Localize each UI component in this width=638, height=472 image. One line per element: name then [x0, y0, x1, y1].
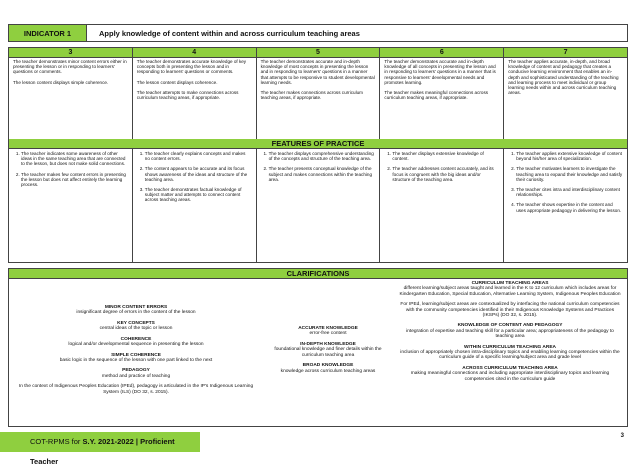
feature-item: 2. The teacher presents conceptual knowledge of the subject and makes connections within the teaching area. — [269, 166, 376, 182]
features-col-5 — [257, 149, 381, 263]
clarification-term: COHERENCE — [120, 336, 152, 342]
clarification-term: WITHIN CURRICULUM TEACHING AREA — [463, 344, 557, 350]
clarification-term: IN-DEPTH KNOWLEDGE — [300, 341, 356, 347]
feature-item: 2. The teacher makes few content errors in presenting the lesson but does not affect entirely the learning process. — [21, 172, 128, 188]
clarifications-box — [8, 268, 628, 427]
clarification-definition: method and practice of teaching — [101, 373, 171, 379]
footer-prefix: COT-RPMS for — [30, 437, 83, 446]
clarification-definition: logical and/or developmental sequence in presenting the lesson — [68, 342, 204, 348]
descriptor-text: The teacher makes connections across curriculum teaching areas, if appropriate. — [260, 90, 363, 101]
clarification-term: PEDAGOGY — [122, 368, 150, 374]
clarification-term: KEY CONCEPTS — [117, 320, 155, 326]
level-descriptor-5 — [257, 58, 381, 140]
clarification-definition: making meaningful connections and including appropriate interdisciplinary topics and learning competencies cited in the curriculum guide — [410, 371, 610, 382]
clarification-definition: insignificant degree of errors in the content of the lesson — [76, 310, 196, 316]
features-title: FEATURES OF PRACTICE — [8, 139, 628, 149]
level-header-4: 4 — [133, 48, 257, 58]
feature-item: 1. The teacher displays comprehensive understanding of the concepts and structure of the teaching area. — [269, 151, 376, 161]
descriptor-text: The teacher attempts to make connections across curriculum teaching areas, if appropriate. — [136, 89, 239, 101]
level-header-5: 5 — [257, 48, 381, 58]
clarifications-title: CLARIFICATIONS — [9, 269, 627, 279]
clarification-definition: central ideas of the topic or lesson — [99, 326, 173, 332]
footer-school-year: S.Y. 2021-2022 | Proficient Teacher — [30, 437, 175, 466]
feature-item: 1. The teacher clearly explains concepts and makes no content errors. — [145, 151, 252, 161]
level-header-7: 7 — [504, 48, 628, 58]
feature-item: 2. The teacher motivates learners to investigate the teaching area to expand their knowledge and satisfy their curiosity. — [516, 166, 623, 182]
feature-item: 1. The teacher applies extensive knowledge of content beyond his/her area of specialization. — [516, 151, 623, 161]
clarifications-col-3 — [397, 279, 623, 426]
clarification-definition: basic logic in the sequence of the lesson with one part linked to the next — [59, 357, 213, 363]
feature-item: 3. The teacher cites intra and interdisciplinary content relationships. — [516, 187, 623, 197]
level-descriptor-7 — [504, 58, 628, 140]
clarifications-col-2 — [265, 279, 391, 426]
descriptor-text: The teacher makes meaningful connections across curriculum teaching areas, if appropriate. — [384, 90, 489, 101]
indicator-number: INDICATOR 1 — [9, 25, 87, 41]
features-col-3 — [9, 149, 133, 263]
features-of-practice — [8, 149, 628, 263]
clarification-definition: different learning/subject areas taught and learned in the K to 12 curriculum which includes areas for Kindergarten Education, Special Education, Alternative Learning System, Indigenous Peoples Education — [399, 286, 621, 297]
descriptor-text: The lesson content displays simple coherence. — [13, 79, 109, 85]
level-descriptor-3 — [9, 58, 133, 140]
indicator-title: Apply knowledge of content within and across curriculum teaching areas — [99, 28, 360, 38]
features-col-6 — [380, 149, 504, 263]
clarification-definition: integration of expertise and teaching skill for a particular area; appropriateness of the pedagogy to teaching area — [406, 328, 614, 340]
feature-item: 4. The teacher shows expertise in the content and uses appropriate pedagogy in delivering the lesson. — [516, 202, 623, 212]
clarification-term: CURRICULUM TEACHING AREAS — [471, 281, 549, 286]
clarification-definition: error-free content — [309, 331, 347, 337]
feature-item: 3. The teacher demonstrates factual knowledge of subject matter and attempts to connect content across teaching areas. — [145, 187, 252, 203]
descriptor-text: The teacher demonstrates accurate and in-depth knowledge of all concepts in presenting the lesson and in responding to learners' questions in a manner that is responsive to learners' developmental needs and promotes learning. — [384, 59, 496, 85]
clarification-term: KNOWLEDGE OF CONTENT AND PEDAGOGY — [457, 323, 563, 329]
feature-item: 2. The content appears to be accurate and its focus shows awareness of the ideas and structure of the teaching area. — [145, 166, 252, 182]
clarifications-col-1 — [13, 279, 259, 426]
level-header-3: 3 — [9, 48, 133, 58]
feature-item: 2. The teacher addresses content accurately, and its focus is congruent with the big ideas and/or structure of the teaching area. — [392, 166, 499, 182]
clarification-definition: inclusion of appropriately chosen intra-disciplinary topics and enabling learning competencies within the curriculum guide of a specific learning/subject area and grade level — [400, 350, 620, 361]
descriptor-text: The teacher demonstrates accurate knowledge of key concepts both in presenting the lesson and in responding to learners' questions or comments. — [136, 59, 247, 75]
clarification-note: In the context of Indigenous Peoples Education (IPEd), pedagogy is articulated in the IP's Indigenous Learning System (ILS) (DO 32, s. 2015). — [18, 384, 254, 395]
clarification-term: BROAD KNOWLEDGE — [302, 363, 354, 369]
features-col-4 — [133, 149, 257, 263]
clarification-note: For IPEd, learning/subject areas are contextualized by interfacing the national curriculum competencies with the community competencies identified in their Indigenous Knowledge Systems and Practices (IKSPs) (DO 32, s. 2015). — [400, 302, 620, 319]
footer-bar — [0, 432, 200, 466]
indicator-header — [8, 24, 628, 42]
descriptor-text: The lesson content displays coherence. — [136, 79, 218, 85]
descriptor-text: The teacher demonstrates accurate and in-depth knowledge of most concepts in presenting the lesson and in responding to learners' questions in a manner that attempts to be responsive to student developmental learning needs. — [260, 59, 375, 85]
clarification-term: ACROSS CURRICULUM TEACHING AREA — [462, 365, 558, 371]
clarification-term: MINOR CONTENT ERRORS — [104, 305, 168, 311]
clarification-term: ACCURATE KNOWLEDGE — [298, 326, 358, 332]
level-header-6: 6 — [380, 48, 504, 58]
level-descriptors — [8, 57, 628, 140]
clarification-definition: foundational knowledge and finer details within the curriculum teaching area — [274, 347, 382, 358]
descriptor-text: The teacher applies accurate, in-depth, and broad knowledge of content and pedagogy that creates a conducive learning environment that enables an in-depth and sophisticated understanding of the teaching and learning process to meet individual or group learning needs within and across curriculum teaching areas. — [508, 59, 619, 96]
level-descriptor-6 — [380, 58, 504, 140]
descriptor-text: The teacher demonstrates minor content errors either in presenting the lesson or in responding to learners' questions or comments. — [13, 59, 127, 75]
clarification-term: SIMPLE COHERENCE — [111, 352, 161, 358]
clarification-definition: knowledge across curriculum teaching areas — [280, 368, 376, 374]
level-descriptor-4 — [133, 58, 257, 140]
page-number: 3 — [620, 433, 624, 439]
feature-item: 1. The teacher displays extensive knowledge of content. — [392, 151, 499, 161]
feature-item: 1. The teacher indicates some awareness of other ideas in the same teaching area that are connected to the lesson, but does not make solid connections. — [21, 151, 128, 167]
features-col-7 — [504, 149, 628, 263]
